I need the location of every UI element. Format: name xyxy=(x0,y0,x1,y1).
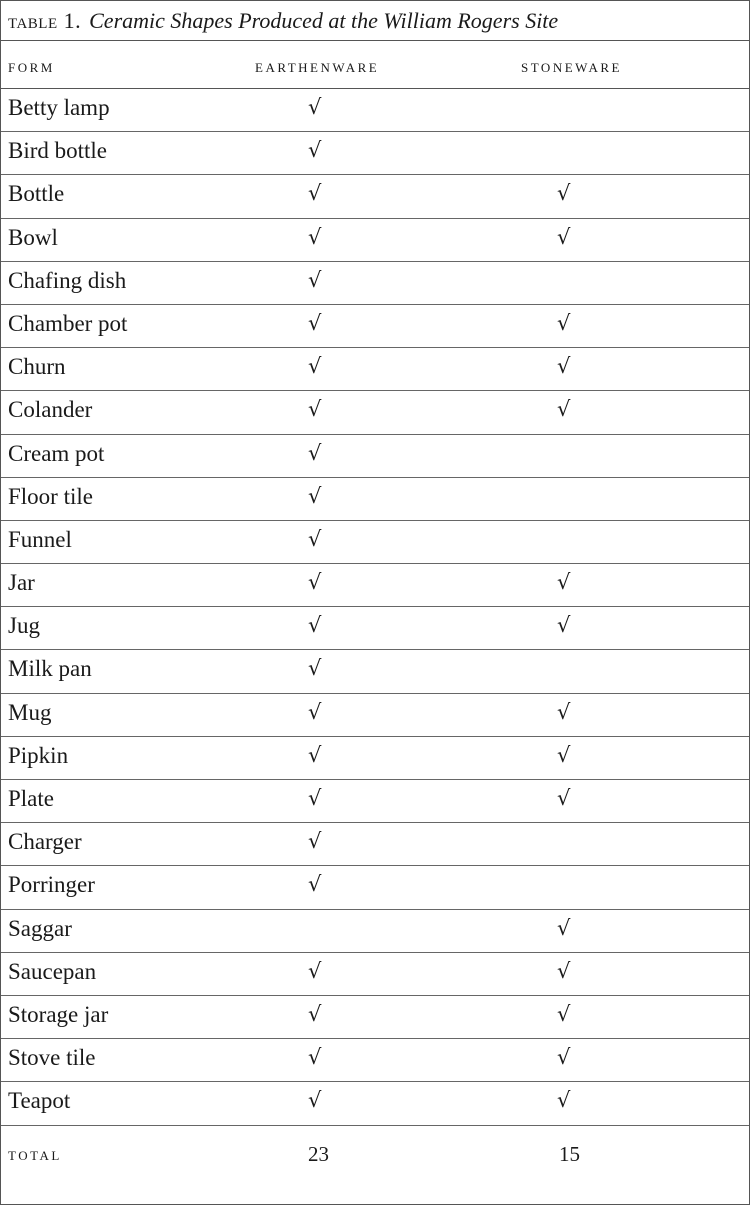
form-cell: Stove tile xyxy=(8,1045,96,1071)
form-cell: Porringer xyxy=(8,872,95,898)
table-row xyxy=(1,521,749,564)
table-row xyxy=(1,478,749,521)
table-row xyxy=(1,348,749,391)
total-earthenware: 23 xyxy=(308,1141,329,1166)
stoneware-check-icon: √ xyxy=(557,613,571,638)
earthenware-check-icon: √ xyxy=(308,224,322,249)
form-cell: Cream pot xyxy=(8,440,105,466)
form-cell: Chafing dish xyxy=(8,267,127,293)
table-row xyxy=(1,996,749,1039)
form-cell: Pipkin xyxy=(8,742,69,768)
table-row xyxy=(1,132,749,175)
table-row xyxy=(1,823,749,866)
stoneware-check-icon: √ xyxy=(557,786,571,810)
earthenware-check-icon: √ xyxy=(308,742,322,767)
stoneware-check-icon: √ xyxy=(557,310,571,335)
earthenware-check-icon: √ xyxy=(308,1088,322,1113)
earthenware-check-icon: √ xyxy=(308,699,322,724)
earthenware-check-icon: √ xyxy=(308,958,322,983)
table-row xyxy=(1,607,749,650)
table-row xyxy=(1,953,749,996)
earthenware-check-icon: √ xyxy=(308,570,322,595)
total-row xyxy=(1,1126,749,1182)
earthenware-check-icon: √ xyxy=(308,354,322,379)
stoneware-check-icon: √ xyxy=(557,958,571,983)
form-cell: Colander xyxy=(8,397,93,423)
earthenware-check-icon: √ xyxy=(308,656,322,681)
form-cell: Saggar xyxy=(8,915,72,941)
stoneware-check-icon: √ xyxy=(557,1045,571,1070)
table-row xyxy=(1,305,749,348)
column-header-form: form xyxy=(8,56,55,77)
form-cell: Bowl xyxy=(8,224,58,250)
table-header-row xyxy=(1,41,749,89)
earthenware-check-icon: √ xyxy=(308,786,322,810)
form-cell: Funnel xyxy=(8,526,72,552)
stoneware-check-icon: √ xyxy=(557,570,571,595)
table-row xyxy=(1,694,749,737)
column-header-stoneware: stoneware xyxy=(521,56,622,77)
column-header-earthenware: earthenware xyxy=(255,56,380,77)
earthenware-check-icon: √ xyxy=(308,267,322,292)
table-row xyxy=(1,219,749,262)
form-cell: Jug xyxy=(8,613,40,639)
stoneware-check-icon: √ xyxy=(557,181,571,206)
stoneware-check-icon: √ xyxy=(557,699,571,724)
table-row xyxy=(1,564,749,607)
earthenware-check-icon: √ xyxy=(308,1001,322,1026)
form-cell: Plate xyxy=(8,786,54,811)
earthenware-check-icon: √ xyxy=(308,397,322,422)
earthenware-check-icon: √ xyxy=(308,310,322,335)
table-row xyxy=(1,910,749,953)
stoneware-check-icon: √ xyxy=(557,1001,571,1026)
form-cell: Saucepan xyxy=(8,958,97,984)
form-cell: Betty lamp xyxy=(8,95,110,120)
total-stoneware: 15 xyxy=(559,1141,580,1166)
form-cell: Charger xyxy=(8,829,82,855)
table-row xyxy=(1,1082,749,1125)
table-title: Ceramic Shapes Produced at the William Rogers Site xyxy=(89,7,559,33)
stoneware-check-icon: √ xyxy=(557,224,571,249)
form-cell: Mug xyxy=(8,699,52,725)
form-cell: Churn xyxy=(8,354,66,380)
stoneware-check-icon: √ xyxy=(557,397,571,422)
earthenware-check-icon: √ xyxy=(308,95,322,119)
table-row xyxy=(1,262,749,305)
earthenware-check-icon: √ xyxy=(308,872,322,897)
stoneware-check-icon: √ xyxy=(557,1088,571,1113)
table-caption xyxy=(1,1,749,41)
table-row xyxy=(1,175,749,218)
stoneware-check-icon: √ xyxy=(557,742,571,767)
earthenware-check-icon: √ xyxy=(308,483,322,508)
table-row xyxy=(1,737,749,780)
form-cell: Bird bottle xyxy=(8,138,108,164)
form-cell: Teapot xyxy=(8,1088,71,1114)
form-cell: Jar xyxy=(8,570,35,596)
form-cell: Bottle xyxy=(8,181,65,207)
table-row xyxy=(1,391,749,434)
earthenware-check-icon: √ xyxy=(308,526,322,551)
earthenware-check-icon: √ xyxy=(308,1045,322,1070)
earthenware-check-icon: √ xyxy=(308,613,322,638)
total-label: total xyxy=(8,1143,62,1165)
table-row xyxy=(1,1039,749,1082)
form-cell: Floor tile xyxy=(8,483,93,509)
stoneware-check-icon: √ xyxy=(557,915,571,940)
earthenware-check-icon: √ xyxy=(308,181,322,206)
stoneware-check-icon: √ xyxy=(557,354,571,379)
table-row xyxy=(1,866,749,909)
earthenware-check-icon: √ xyxy=(308,440,322,465)
table-row xyxy=(1,435,749,478)
table-row xyxy=(1,650,749,693)
table-row xyxy=(1,780,749,823)
form-cell: Storage jar xyxy=(8,1001,109,1027)
earthenware-check-icon: √ xyxy=(308,138,322,163)
earthenware-check-icon: √ xyxy=(308,829,322,854)
table-number: table 1. xyxy=(8,7,82,33)
form-cell: Chamber pot xyxy=(8,310,128,336)
table-row xyxy=(1,89,749,132)
table-body xyxy=(1,89,749,1126)
form-cell: Milk pan xyxy=(8,656,92,682)
